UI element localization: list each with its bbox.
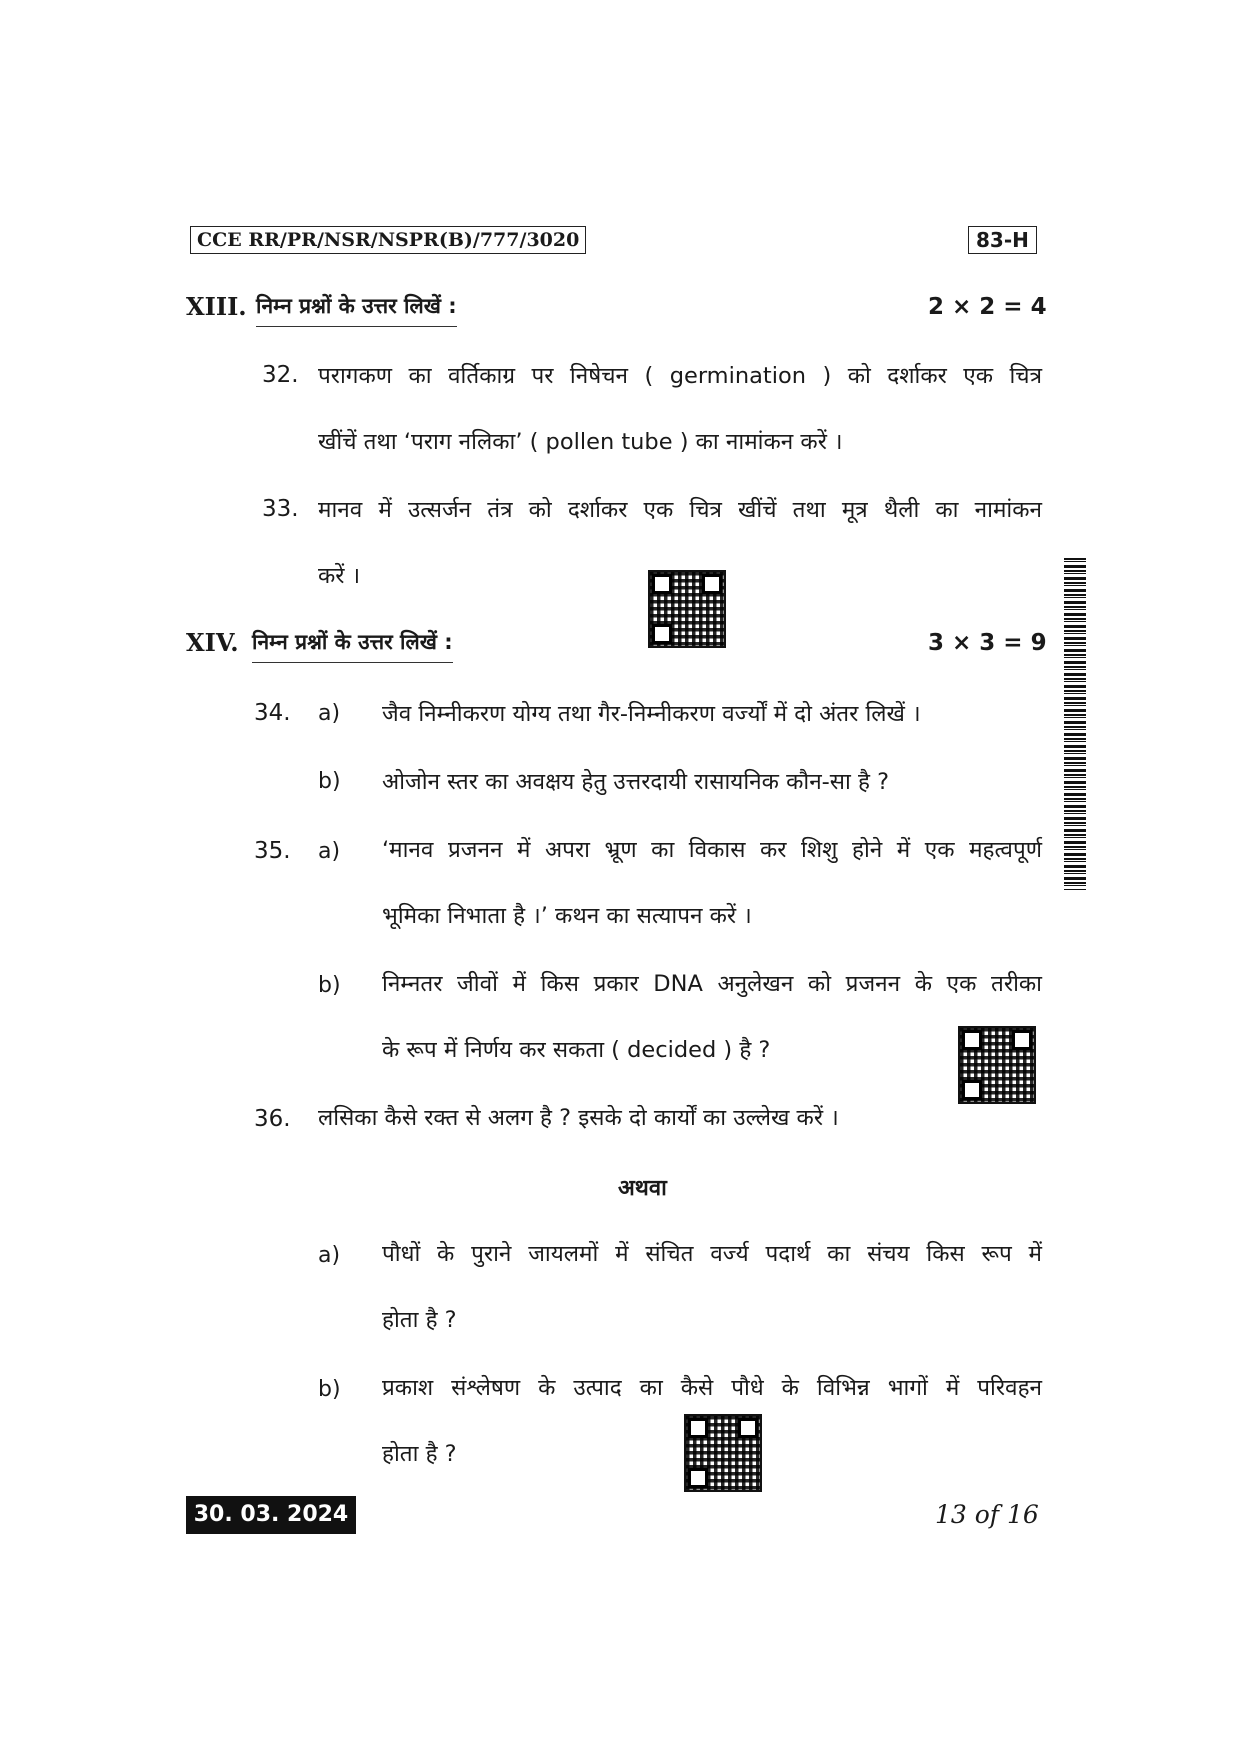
- paper-code-box: 83-H: [968, 226, 1037, 254]
- question-text-line: परागकण का वर्तिकाग्र पर निषेचन ( germination ) को दर्शाकर एक चित्र: [318, 363, 1042, 389]
- barcode: [1064, 558, 1086, 890]
- question-text-line: के रूप में निर्णय कर सकता ( decided ) है ?: [382, 1037, 771, 1063]
- question-number: 34.: [254, 700, 291, 726]
- question-number: 32.: [262, 362, 299, 388]
- question-text-line: होता है ?: [382, 1441, 457, 1467]
- subpart-label: a): [318, 701, 341, 726]
- section-title: निम्न प्रश्नों के उत्तर लिखें :: [256, 292, 457, 327]
- question-number: 36.: [254, 1106, 291, 1132]
- question-text-line: ‘मानव प्रजनन में अपरा भ्रूण का विकास कर शिशु होने में एक महत्वपूर्ण: [382, 837, 1042, 863]
- qr-code: [958, 1026, 1036, 1104]
- subpart-label: a): [318, 1243, 341, 1268]
- qr-code: [684, 1414, 762, 1492]
- question-text-line: खींचें तथा ‘पराग नलिका’ ( pollen tube ) का नामांकन करें ।: [318, 429, 843, 455]
- question-text-line: करें ।: [318, 563, 361, 589]
- exam-code-box: CCE RR/PR/NSR/NSPR(B)/777/3020: [190, 226, 586, 254]
- question-text-line: पौधों के पुराने जायलमों में संचित वर्ज्य पदार्थ का संचय किस रूप में: [382, 1241, 1042, 1267]
- subpart-label: b): [318, 1377, 341, 1402]
- question-text-line: होता है ?: [382, 1307, 457, 1333]
- question-text-line: लसिका कैसे रक्त से अलग है ? इसके दो कार्यों का उल्लेख करें ।: [318, 1105, 839, 1131]
- or-heading: अथवा: [618, 1176, 667, 1201]
- section-number: XIV.: [186, 628, 239, 657]
- section-title: निम्न प्रश्नों के उत्तर लिखें :: [252, 628, 453, 663]
- question-text-line: मानव में उत्सर्जन तंत्र को दर्शाकर एक चित्र खींचें तथा मूत्र थैली का नामांकन: [318, 497, 1042, 523]
- section-marks: 3 × 3 = 9: [928, 630, 1047, 656]
- section-number: XIII.: [186, 292, 247, 321]
- question-number: 33.: [262, 496, 299, 522]
- page-number: 13 of 16: [935, 1500, 1039, 1529]
- subpart-label: b): [318, 973, 341, 998]
- question-text-line: निम्नतर जीवों में किस प्रकार DNA अनुलेखन को प्रजनन के एक तरीका: [382, 971, 1042, 997]
- question-text-line: जैव निम्नीकरण योग्य तथा गैर-निम्नीकरण वर्ज्यों में दो अंतर लिखें ।: [382, 701, 921, 727]
- question-text-line: ओजोन स्तर का अवक्षय हेतु उत्तरदायी रासायनिक कौन-सा है ?: [382, 769, 890, 795]
- section-marks: 2 × 2 = 4: [928, 294, 1047, 320]
- question-text-line: प्रकाश संश्लेषण के उत्पाद का कैसे पौधे के विभिन्न भागों में परिवहन: [382, 1375, 1042, 1401]
- question-text-line: भूमिका निभाता है ।’ कथन का सत्यापन करें ।: [382, 903, 752, 929]
- qr-code: [648, 570, 726, 648]
- exam-date: 30. 03. 2024: [186, 1496, 356, 1534]
- subpart-label: b): [318, 769, 341, 794]
- question-number: 35.: [254, 838, 291, 864]
- subpart-label: a): [318, 839, 341, 864]
